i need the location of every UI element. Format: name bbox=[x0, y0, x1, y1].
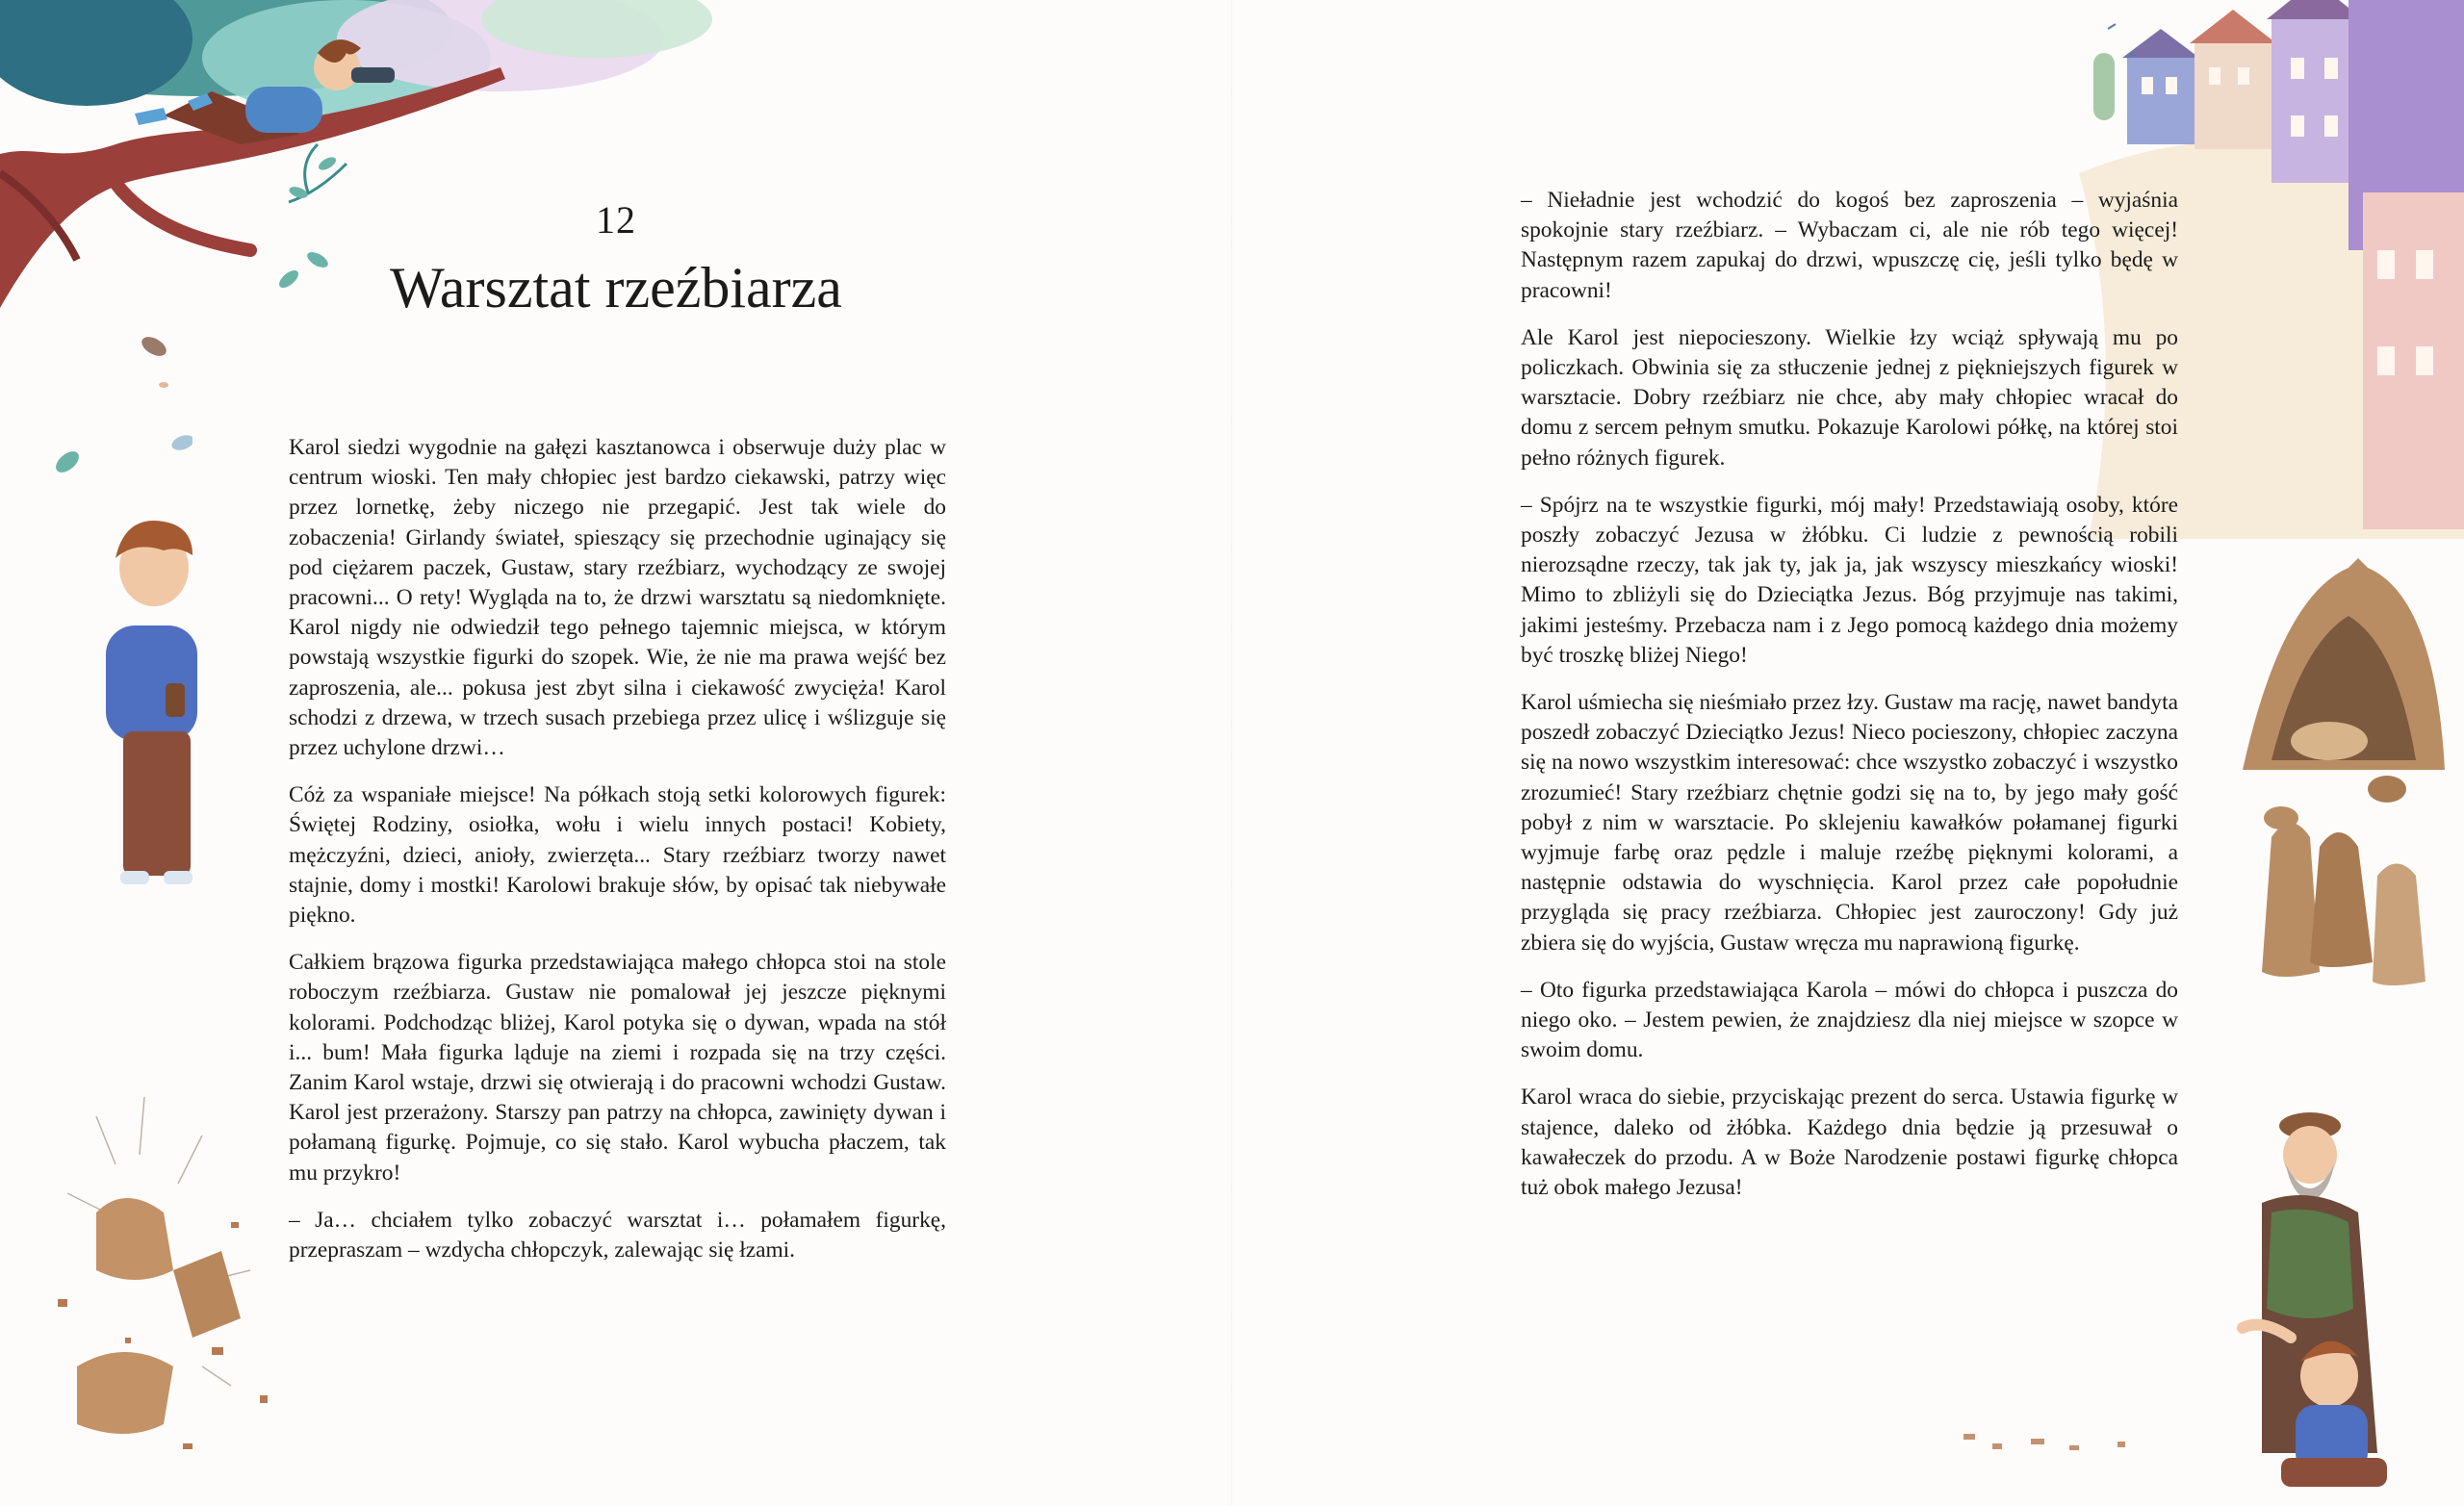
paragraph: Karol uśmiecha się nieśmiało przez łzy. Gustaw ma rację, nawet bandyta poszedł zobaczyć Dzieciątko Jezus! Nieco pocieszony, chłopiec zaczyna się na nowo wszystkim interesować: chce wszystko zobaczyć i wszystko zrozumieć! Stary rzeźbiarz chętnie godzi się na to, by jego mały gość pobył z nim w warsztacie. Po sklejeniu kawałków połamanej figurki wyjmuje farbę oraz pędzle i maluje rzeźbę pięknymi kolorami, a następnie odstawia do wyschnięcia. Karol przez całe popołudnie przygląda się pracy rzeźbiarza. Chłopiec jest zauroczony! Gdy już zbiera się do wyjścia, Gustaw wręcza mu naprawioną figurkę. bbox=[1521, 690, 2178, 956]
paragraph: – Oto figurka przedstawiająca Karola – mówi do chłopca i puszcza do niego oko. – Jestem pewien, że znajdziesz dla niej miejsce w szopce w swoim domu. bbox=[1521, 977, 2178, 1063]
paragraph: – Ja… chciałem tylko zobaczyć warsztat i… połamałem figurkę, przepraszam – wzdycha chłopczyk, zalewając się łzami. bbox=[289, 1207, 946, 1264]
nativity-figurines-illustration bbox=[2223, 558, 2445, 991]
paragraph: Cóż za wspaniałe miejsce! Na półkach stoją setki kolorowych figurek: Świętej Rodziny, osiołka, wołu i wielu innych postaci! Kobiety, mężczyźni, dzieci, anioły, zwierzęta... Stary rzeźbiarz tworzy nawet stajnie, domy i mostki! Karolowi brakuje słów, by opisać tak niebywałe piękno. bbox=[289, 782, 946, 929]
broken-figurine-illustration bbox=[38, 1078, 327, 1482]
chapter-title: Warsztat rzeźbiarza bbox=[390, 256, 842, 319]
left-page-text bbox=[289, 433, 946, 1283]
paragraph: Karol siedzi wygodnie na gałęzi kasztanowca i obserwuje duży plac w centrum wioski. Ten mały chłopiec jest bardzo ciekawski, patrzy więc przez lornetkę, żeby niczego nie przegapić. Jest tak wiele do zobaczenia! Girlandy świateł, spieszący się przechodnie uginający się pod ciężarem paczek, Gustaw, stary rzeźbiarz, wychodzący ze swojej pracowni... O rety! Wygląda na to, że drzwi warsztatu są niedomknięte. Karol nigdy nie odwiedził tego pełnego tajemnic miejsca, w którym powstają wszystkie figurki do szopek. Wie, że nie ma prawa wejść bez zaproszenia, ale... pokusa jest zbyt silna i ciekawość zwycięża! Karol schodzi z drzewa, w trzech susach przebiega przez ulicę i wślizguje się przez uchylone drzwi… bbox=[289, 435, 946, 761]
paragraph: – Spójrz na te wszystkie figurki, mój mały! Przedstawiają osoby, które poszły zobaczyć Jezusa w żłóbku. Ci ludzie z pewnością robili nierozsądne rzeczy, tak jak ty, jak ja, jak wszyscy mieszkańcy wioski! Mimo to zbliżyli się do Dzieciątka Jezus. Bóg przyjmuje nas takimi, jakimi jesteśmy. Przebacza nam i z Jego pomocą każdego dnia możemy być troszkę bliżej Niego! bbox=[1521, 492, 2178, 668]
paragraph: Ale Karol jest niepocieszony. Wielkie łzy wciąż spływają mu po policzkach. Obwinia się za stłuczenie jednej z piękniejszych figurek w warsztacie. Dobry rzeźbiarz nie chce, aby mały chłopiec wracał do domu z sercem pełnym smutku. Pokazuje Karolowi półkę, na której stoi pełno różnych figurek. bbox=[1521, 324, 2178, 471]
falling-leaves-illustration bbox=[38, 318, 192, 491]
right-page-text bbox=[1521, 186, 2178, 1220]
paragraph: Karol wraca do siebie, przyciskając prezent do serca. Ustawia figurkę w stajence, daleko od żłóbka. Każdego dnia będzie ją przesuwał o kawałeczek do przodu. A w Boże Narodzenie postawi figurkę chłopca tuż obok małego Jezusa! bbox=[1521, 1085, 2178, 1201]
chapter-number: 12 bbox=[596, 198, 636, 242]
page-gutter bbox=[1231, 0, 1233, 1506]
paragraph: – Nieładnie jest wchodzić do kogoś bez zaproszenia – wyjaśnia spokojnie stary rzeźbiarz. – Wybaczam ci, ale nie rób tego więcej! Następnym razem zapukaj do drzwi, wpuszczę cię, jeśli tylko będę w pracowni! bbox=[1521, 188, 2178, 303]
paragraph: Całkiem brązowa figurka przedstawiająca małego chłopca stoi na stole roboczym rzeźbiarza. Gustaw nie pomalował jej jeszcze pięknymi kolorami. Podchodząc bliżej, Karol potyka się o dywan, wpada na stół i... bum! Mała figurka ląduje na ziemi i rozpada się na trzy części. Zanim Karol wstaje, drzwi się otwierają i do pracowni wchodzi Gustaw. Karol jest przerażony. Starszy pan patrzy na chłopca, zawinięty dywan i połamaną figurkę. Pojmuje, co się stało. Karol wybucha płaczem, tak mu przykro! bbox=[289, 950, 946, 1186]
boy-standing-illustration bbox=[87, 520, 231, 905]
